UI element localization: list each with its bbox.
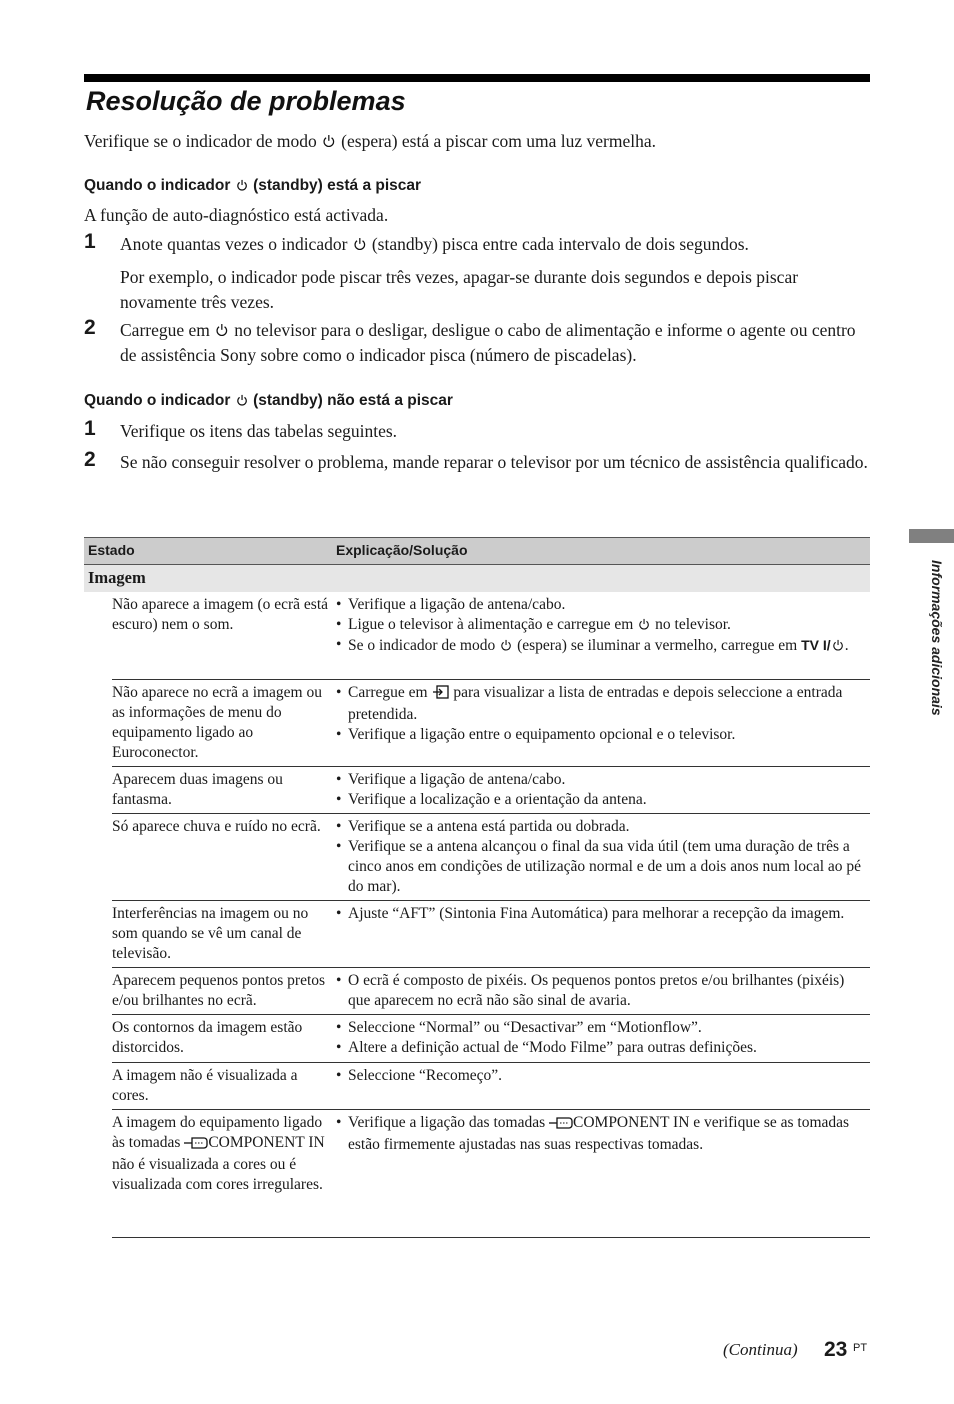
side-section-label: Informações adicionais [929, 560, 945, 716]
component-jack-icon [184, 1135, 208, 1155]
table-row [112, 813, 870, 901]
solution-text: . [844, 637, 849, 654]
table-row [112, 967, 870, 1015]
solution-item: • Altere a definição actual de “Modo Filme” para outras definições. [336, 1038, 864, 1058]
step-number: 2 [84, 316, 96, 339]
power-icon [322, 134, 336, 148]
section2-heading [84, 392, 453, 410]
input-icon [432, 685, 450, 705]
solution-cell [336, 1066, 864, 1086]
table-row [112, 900, 870, 968]
solution-item: • Verifique a ligação de antena/cabo. [336, 595, 864, 615]
table-row [112, 679, 870, 767]
solution-text: Ligue o televisor à alimentação e carregue em [348, 616, 634, 633]
solution-text: e verifique se as tomadas estão firmemente ajustadas nas suas respectivas tomadas. [348, 1114, 850, 1153]
step-text-before: Anote quantas vezes o indicador [120, 234, 348, 254]
state-cell: Aparecem duas imagens ou fantasma. [112, 771, 283, 808]
state-text: não é visualizada a cores ou é visualizada com cores irregulares. [112, 1156, 323, 1193]
top-rule [84, 74, 870, 82]
solution-cell [336, 1113, 864, 1155]
step-text-after: no televisor para o desligar, desligue o cabo de alimentação e informe o agente ou centro de assistência Sony sobre como o indicador pisca (número de piscadelas). [120, 320, 856, 365]
page-title: Resolução de problemas [86, 86, 406, 116]
intro-before: Verifique se o indicador de modo [84, 131, 317, 151]
step-text: Se não conseguir resolver o problema, mande reparar o televisor por um técnico de assistência qualificado. [120, 452, 868, 472]
solution-item [336, 683, 864, 725]
page-number: 23 [824, 1338, 848, 1361]
section1-heading-before: Quando o indicador [84, 177, 231, 194]
state-cell: Interferências na imagem ou no som quando se vê um canal de televisão. [112, 905, 309, 962]
solution-cell [336, 904, 864, 924]
solution-item: • Verifique a localização e a orientação da antena. [336, 790, 864, 810]
column-header-state: Estado [88, 542, 135, 558]
solution-item: • Verifique a ligação entre o equipamento opcional e o televisor. [336, 725, 864, 745]
step-example: Por exemplo, o indicador pode piscar três vezes, apagar-se durante dois segundos e depois piscar novamente três vezes. [120, 267, 799, 312]
solution-text: (espera) se iluminar a vermelho, carregue em [517, 637, 798, 654]
step-text [120, 232, 872, 257]
solution-cell [336, 1018, 864, 1058]
state-text: COMPONENT IN [208, 1134, 325, 1151]
solution-item: • Verifique se a antena alcançou o final da sua vida útil (tem uma duração de três a cinco anos em condições de utilização normal e de um a dois anos num local ao pé do mar). [336, 837, 864, 897]
step-text [120, 318, 872, 367]
column-header-solution: Explicação/Solução [336, 542, 468, 558]
solution-cell [336, 971, 864, 1011]
solution-text: Se o indicador de modo [348, 637, 496, 654]
section2-heading-before: Quando o indicador [84, 392, 231, 409]
table-row [112, 1014, 870, 1063]
solution-item: • Seleccione “Recomeço”. [336, 1066, 864, 1086]
solution-item [336, 615, 864, 635]
step-text-after: (standby) pisca entre cada intervalo de dois segundos. [371, 234, 749, 254]
solution-cell [336, 770, 864, 810]
state-cell: Só aparece chuva e ruído no ecrã. [112, 818, 321, 835]
table-row [112, 1062, 870, 1110]
solution-text: Verifique a ligação das tomadas [348, 1114, 546, 1131]
power-icon [353, 237, 367, 251]
solution-item: • Seleccione “Normal” ou “Desactivar” em “Motionflow”. [336, 1018, 864, 1038]
section1-heading [84, 177, 421, 195]
solution-item: • Verifique a ligação de antena/cabo. [336, 770, 864, 790]
language-code: PT [853, 1342, 868, 1354]
section2-heading-after: (standby) não está a piscar [253, 392, 453, 409]
table-section-label: Imagem [88, 568, 146, 587]
intro-text [84, 129, 656, 153]
step-text-before: Carregue em [120, 320, 210, 340]
continued-label: (Continua) [723, 1340, 798, 1359]
step-number: 1 [84, 417, 96, 440]
state-cell: A imagem não é visualizada a cores. [112, 1067, 298, 1104]
power-icon [832, 639, 844, 651]
section1-lead: A função de auto-diagnóstico está activada. [84, 205, 389, 225]
solution-text: para visualizar a lista de entradas e depois seleccione a entrada pretendida. [348, 684, 843, 723]
side-tab-marker [909, 529, 954, 543]
step-text: Verifique os itens das tabelas seguintes. [120, 421, 398, 441]
solution-text: COMPONENT IN [573, 1114, 690, 1131]
table-header [84, 537, 870, 565]
power-icon [638, 618, 650, 630]
state-cell: Os contornos da imagem estão distorcidos. [112, 1019, 303, 1056]
state-cell: Aparecem pequenos pontos pretos e/ou brilhantes no ecrã. [112, 972, 326, 1009]
state-cell: Não aparece no ecrã a imagem ou as informações de menu do equipamento ligado ao Euroconector. [112, 684, 322, 761]
table-row [112, 766, 870, 814]
state-text: A imagem do equipamento ligado às tomadas [112, 1114, 323, 1151]
solution-item: • Verifique se a antena está partida ou dobrada. [336, 817, 864, 837]
table-row [112, 1109, 870, 1238]
component-jack-icon [549, 1115, 573, 1135]
tv-power-key-label: TV I/ [801, 637, 831, 653]
step-number: 1 [84, 230, 96, 253]
solution-item [336, 635, 864, 656]
section1-heading-after: (standby) está a piscar [253, 177, 422, 194]
power-icon [500, 639, 512, 651]
troubleshooting-table [84, 537, 870, 592]
solution-item: • Ajuste “AFT” (Sintonia Fina Automática) para melhorar a recepção da imagem. [336, 904, 864, 924]
state-cell: Não aparece a imagem (o ecrã está escuro) nem o som. [112, 596, 329, 633]
table-section-row [84, 565, 870, 592]
state-cell [112, 1113, 330, 1195]
power-icon [236, 179, 248, 191]
solution-text: no televisor. [655, 616, 731, 633]
step-number: 2 [84, 448, 96, 471]
power-icon [215, 323, 229, 337]
table-row [112, 591, 870, 680]
solution-item: • O ecrã é composto de pixéis. Os pequenos pontos pretos e/ou brilhantes (pixéis) que aparecem no ecrã não são sinal de avaria. [336, 971, 864, 1011]
solution-item [336, 1113, 864, 1155]
power-icon [236, 394, 248, 406]
solution-cell [336, 817, 864, 897]
solution-text: Carregue em [348, 684, 428, 701]
intro-after: (espera) está a piscar com uma luz vermelha. [341, 131, 657, 151]
solution-cell [336, 595, 864, 656]
solution-cell [336, 683, 864, 745]
